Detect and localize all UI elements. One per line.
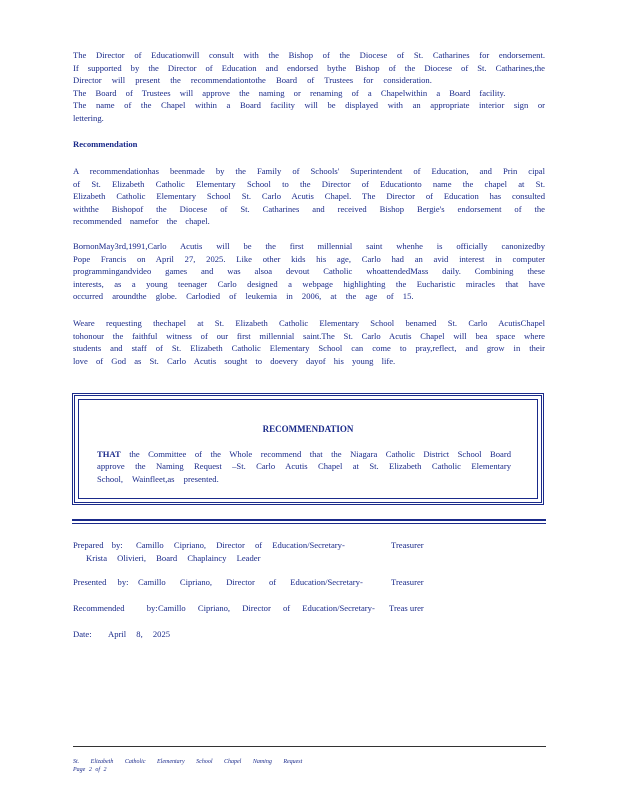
date-label: Date: [73, 629, 92, 639]
paragraph-line: love of God as St. Carlo Acutis sought to doevery dayof his young life. [73, 355, 396, 366]
paragraph-biography [73, 240, 545, 303]
recommendation-line [97, 448, 511, 460]
separator-thick [72, 519, 546, 521]
paragraph-request [73, 317, 545, 367]
paragraph-line: A recommendationhas beenmade by the Family of Schools' Superintendent of Education, and Prin cipal [73, 166, 545, 176]
intro-line: The Board of Trustees will approve the naming or renaming of a Chapelwithin a Board facility. [73, 87, 506, 98]
presented-by-tail: Treasurer [391, 577, 424, 587]
date-value: April 8, 2025 [108, 629, 171, 639]
intro-paragraph [73, 49, 545, 125]
recommendation-text [97, 448, 511, 485]
recommended-by-value: Camillo Cipriano, Director of Education/Secretary- [158, 603, 375, 613]
intro-line: Director will present the recommendationtothe Board of Trustees for consideration. [73, 75, 432, 86]
recommendation-box [72, 393, 544, 505]
paragraph-line: of St. Elizabeth Catholic Elementary School to the Director of Educationto name the chapel at St. [73, 178, 545, 189]
intro-line: The Director of Educationwill consult with the Bishop of the Diocese of St. Catharines for endorsement. [73, 50, 545, 60]
recommendation-lead: THAT [97, 449, 121, 459]
footer-page-number: Page 2 of 2 [73, 767, 107, 773]
prepared-by-label: Prepared by: [73, 540, 123, 550]
recommendation-line1: the Committee of the Whole recommend that the Niagara Catholic District School Board [129, 449, 511, 459]
recommendation-line3: School, Wainfleet,as presented. [97, 473, 219, 484]
recommendation-title: RECOMMENDATION [262, 424, 354, 434]
paragraph-line: Weare requesting thechapel at St. Elizabeth Catholic Elementary School benamed St. Carlo AcutisChapel [73, 318, 545, 328]
paragraph-line: Elizabeth Catholic Elementary School St. Carlo Acutis Chapel. The Director of Education has consulted [73, 191, 545, 202]
paragraph-line: tohonour the faithful witness of our first millennial saint.The St. Carlo Acutis Chapel will bea space where [73, 330, 545, 341]
paragraph-line: withthe Bishopof the Diocese of St. Catharines and received Bishop Bergie's endorsement of the [73, 203, 545, 214]
prepared-by-value: Camillo Cipriano, Director of Education/Secretary- [136, 540, 345, 550]
recommended-by-tail: Treas urer [389, 603, 424, 613]
paragraph-line: students and staff of St. Elizabeth Catholic Elementary School can come to pray,reflect, and grow in their [73, 343, 545, 354]
presented-by-label: Presented by: [73, 577, 129, 587]
prepared-by-tail: Treasurer [391, 540, 424, 550]
paragraph-line: recommended namefor the chapel. [73, 216, 210, 227]
section-heading: Recommendation [73, 139, 138, 149]
recommendation-box-inner [78, 399, 538, 499]
page-footer [73, 758, 302, 774]
recommendation-line2: approve the Naming Request –St. Carlo Acutis Chapel at St. Elizabeth Catholic Elementary [97, 461, 511, 472]
intro-line: The name of the Chapel within a Board facility will be displayed with an appropriate interior sign or [73, 100, 545, 111]
paragraph-line: occurred aroundthe globe. Carlodied of leukemia in 2006, at the age of 15. [73, 291, 414, 302]
paragraph-line: Pope Francis on April 27, 2025. Like other kids his age, Carlo had an avid interest in computer [73, 253, 545, 264]
paragraph-recommendation-origin [73, 165, 545, 228]
intro-line: lettering. [73, 112, 104, 123]
presented-by-value: Camillo Cipriano, Director of Education/Secretary- [138, 577, 363, 587]
footer-title: St. Elizabeth Catholic Elementary School Chapel Naming Request [73, 759, 303, 765]
paragraph-line: interests, as a young teenager Carlo designed a webpage highlighting the Eucharistic miracles that have [73, 278, 545, 289]
prepared-by-second: Krista Olivieri, Board Chaplaincy Leader [86, 553, 261, 563]
recommended-by-label: Recommended by: [73, 603, 158, 613]
paragraph-line: programmingandvideo games and was alsoa devout Catholic whoattendedMass daily. Combining these [73, 266, 545, 277]
separator-thin [72, 523, 546, 524]
paragraph-line: BornonMay3rd,1991,Carlo Acutis will be the first millennial saint whenhe is officially canonizedby [73, 241, 545, 251]
footer-separator [73, 746, 546, 747]
intro-line: If supported by the Director of Education and endorsed bythe Bishop of the Diocese of St. Catharines,the [73, 62, 545, 73]
